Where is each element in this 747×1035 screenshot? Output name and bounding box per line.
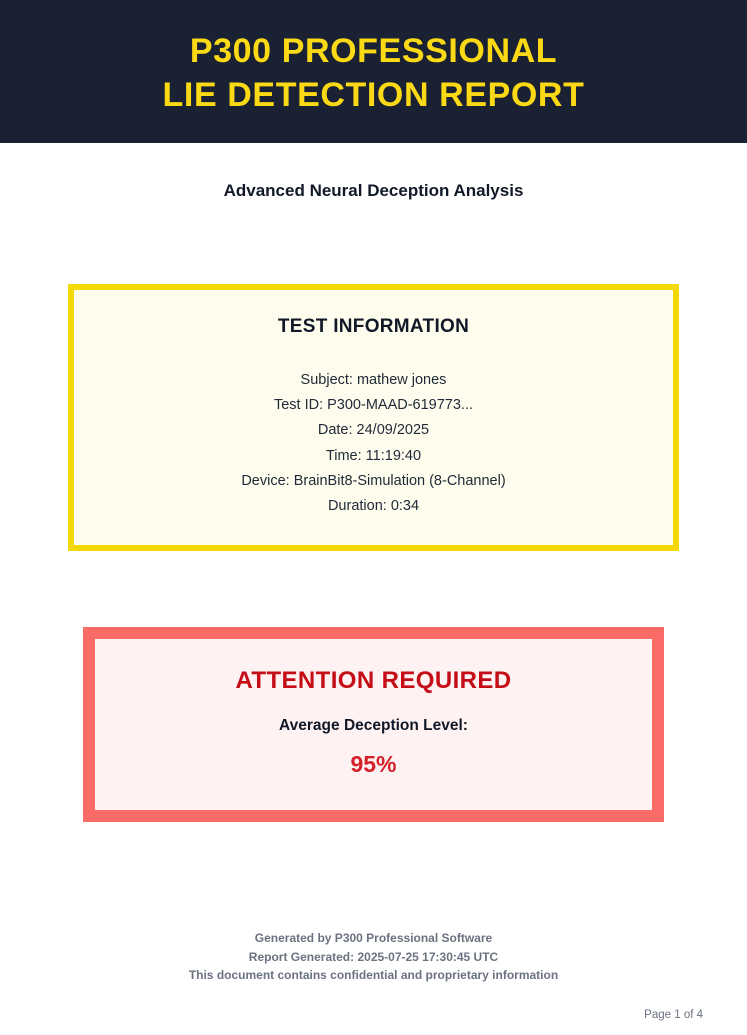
test-info-duration: Duration: 0:34 — [327, 498, 420, 515]
report-title-line-1: P300 PROFESSIONAL — [189, 32, 558, 70]
deception-level-value: 95% — [350, 751, 397, 778]
deception-level-label: Average Deception Level: — [279, 717, 468, 735]
footer-line-generated-at: Report Generated: 2025-07-25 17:30:45 UTC — [248, 949, 499, 964]
report-title-line-2: LIE DETECTION REPORT — [162, 75, 585, 114]
test-information-panel — [68, 284, 679, 551]
test-info-test-id: Test ID: P300-MAAD-619773... — [273, 397, 474, 414]
test-info-time: Time: 11:19:40 — [325, 447, 422, 464]
attention-panel — [83, 627, 664, 822]
report-header — [0, 0, 747, 143]
footer-line-confidentiality: This document contains confidential and proprietary information — [188, 968, 559, 983]
report-footer — [0, 929, 747, 1035]
footer-text-block — [0, 929, 747, 985]
test-info-device: Device: BrainBit8-Simulation (8-Channel) — [241, 472, 506, 489]
report-subtitle: Advanced Neural Deception Analysis — [223, 181, 524, 201]
footer-line-generated-by: Generated by P300 Professional Software — [254, 931, 493, 946]
test-info-date: Date: 24/09/2025 — [317, 422, 430, 439]
test-info-subject: Subject: mathew jones — [300, 372, 447, 389]
page-number: Page 1 of 4 — [644, 1009, 703, 1021]
attention-panel-inner — [95, 639, 652, 810]
attention-heading: ATTENTION REQUIRED — [235, 667, 512, 695]
test-information-heading: TEST INFORMATION — [277, 316, 470, 338]
